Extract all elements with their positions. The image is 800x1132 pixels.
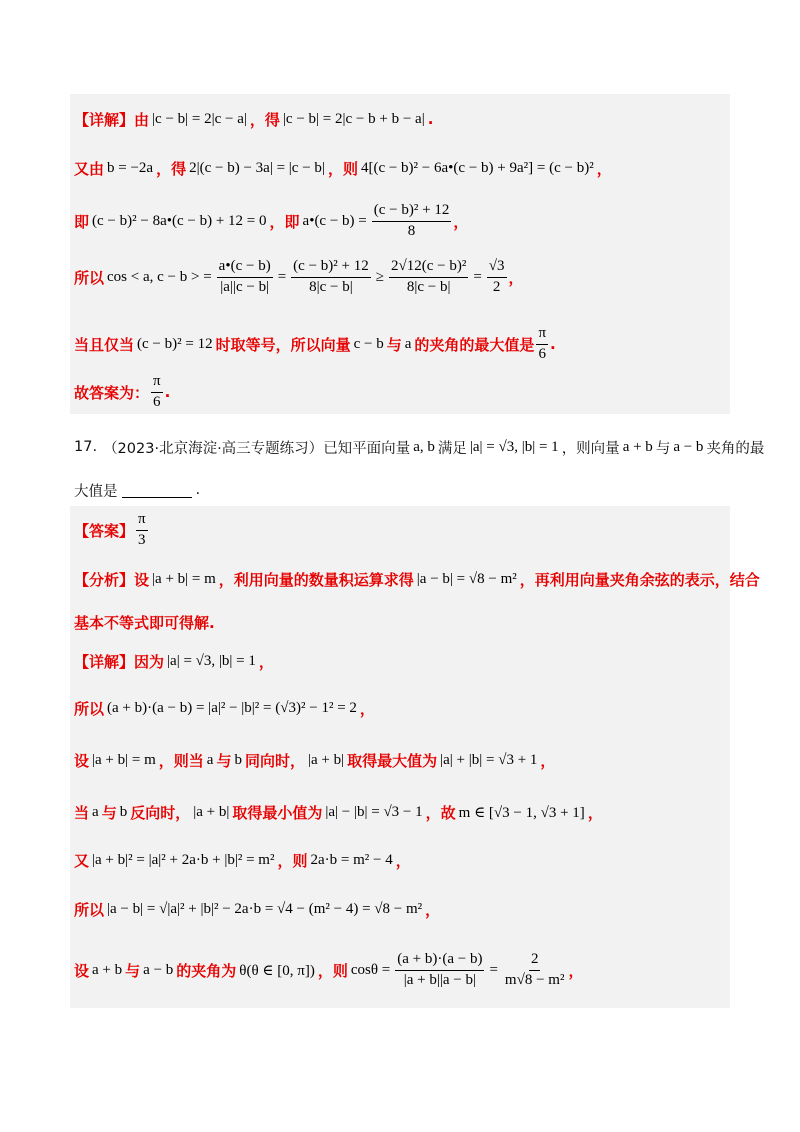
math: a + b [92, 961, 123, 978]
math: |a| + |b| = √3 + 1 [440, 751, 538, 768]
prev-detail-line-4: 所以 cos < a, c − b > = $\frac{a•(c - b)}{|a||c - b|}$ = $\frac{\text{(c − b)² + 12}}{8|c - b|}$ ≥ $\frac{\text{2√12(c − b)²}}{8|c - b|}$ = $\frac{√3}{2}$ ， [74, 258, 524, 295]
analysis-line-2: 基本不等式即可得解. [74, 613, 215, 632]
math: |a| = √3, |b| = 1 [167, 652, 256, 669]
answer-blank [122, 483, 192, 498]
math: a [92, 803, 99, 820]
prev-detail-line-2: 又由 b = −2a ，得 2|(c − b) − 3a| = |c − b| ，则 4[(c − b)² − 6a•(c − b) + 9a²] = (c − b)² ， [74, 159, 612, 178]
math: |a + b|² = |a|² + 2a·b + |b|² = m² [92, 851, 275, 868]
math: (a + b)·(a − b) = |a|² − |b|² = (√3)² − 1² = 2 [107, 699, 357, 716]
math: b [119, 803, 128, 820]
math: a, b [413, 438, 435, 455]
detail-line-7: 设 a + b 与 a − b 的夹角为 θ(θ ∈ [0, π]) ，则 cosθ = $\frac{(a + b)\cdot(a - b)}{|a + b||a - b|}$ = $\frac{2}{\text{m√8 − m²}}$ ， [74, 951, 584, 988]
math: 2a·b = m² − 4 [310, 851, 393, 868]
math: a + b [622, 438, 653, 455]
fraction: $\frac{\text{2√12(c − b)²}}{8|c - b|}$ [390, 258, 467, 295]
prev-detail-line-5: 当且仅当 (c − b)² = 12 时取等号，所以向量 c − b 与 a 的夹角的最大值是 $\frac{\pi}{6}$ . [74, 325, 556, 362]
detail-line-2: 所以 (a + b)·(a − b) = |a|² − |b|² = (√3)² − 1² = 2 ， [74, 699, 375, 718]
fraction: $\frac{\pi}{6}$ [538, 325, 547, 362]
answer-fraction: $\frac{\pi}{3}$ [138, 511, 146, 548]
math: |a − b| = √|a|² + |b|² − 2a·b = √4 − (m² − 4) = √8 − m² [107, 900, 423, 917]
prev-detail-line-3: 即 (c − b)² − 8a•(c − b) + 12 = 0 ，即 a•(c − b) = $\frac{\text{(c − b)² + 12}}{8}$ ， [74, 202, 469, 239]
fraction: $\frac{\pi}{6}$ [153, 373, 161, 410]
fraction: $\frac{(a + b)\cdot(a - b)}{|a + b||a - b|}$ [397, 951, 483, 988]
answer-label: 【答案】 [74, 521, 135, 540]
fraction: $\frac{\text{(c − b)² + 12}}{8}$ [373, 202, 450, 239]
math: m ∈ [√3 − 1, √3 + 1] [458, 804, 585, 821]
math: |a + b| [193, 803, 230, 820]
math: a − b [673, 438, 704, 455]
question-source: （2023·北京海淀·高三专题练习） [103, 440, 324, 457]
math: |c − b| = 2|c − a| [152, 110, 247, 127]
math: |a + b| = m [152, 570, 216, 587]
detail-line-5: 又 |a + b|² = |a|² + 2a·b + |b|² = m² ，则 2a·b = m² − 4 ， [74, 851, 411, 870]
detail-line-4: 当 a 与 b 反向时， |a + b| 取得最小值为 |a| − |b| = √3 − 1 ，故 m ∈ [√3 − 1, √3 + 1] ， [74, 803, 603, 822]
analysis-label: 【分析】 [74, 570, 135, 589]
fraction: $\frac{√3}{2}$ [488, 258, 505, 295]
math: c − b [353, 335, 384, 352]
prev-answer-line: 故答案为： $\frac{\pi}{6}$ . [74, 373, 171, 410]
question-number: 17. [74, 439, 98, 455]
math: |a| = √3, |b| = 1 [469, 438, 559, 455]
math: (c − b)² − 8a•(c − b) + 12 = 0 [92, 212, 267, 229]
math: |a| − |b| = √3 − 1 [325, 803, 423, 820]
detail-label: 【详解】 [74, 652, 135, 671]
fraction: $\frac{2}{\text{m√8 − m²}}$ [504, 951, 565, 988]
math: |a + b| [307, 751, 345, 768]
math: b [234, 751, 242, 768]
math: a − b [143, 961, 174, 978]
math: θ(θ ∈ [0, π]) [239, 962, 315, 979]
math: a [206, 751, 214, 768]
detail-line-1: 【详解】 因为 |a| = √3, |b| = 1 ， [74, 652, 274, 671]
math: 4[(c − b)² − 6a•(c − b) + 9a²] = (c − b)² [360, 159, 594, 176]
math: a•(c − b) = [302, 212, 367, 229]
detail-line-6: 所以 |a − b| = √|a|² + |b|² − 2a·b = √4 − (m² − 4) = √8 − m² ， [74, 900, 441, 919]
detail-label: 【详解】 [74, 110, 135, 129]
math: 2|(c − b) − 3a| = |c − b| [189, 159, 325, 176]
math: |a − b| = √8 − m² [416, 570, 517, 587]
math: a [404, 335, 412, 352]
fraction: $\frac{a•(c - b)}{|a||c - b|}$ [218, 258, 271, 295]
question-17-line-1: 17. （2023·北京海淀·高三专题练习） 已知平面向量 a, b 满足 |a| = √3, |b| = 1 ，则向量 a + b 与 a − b 夹角的最 [74, 438, 765, 457]
math: b = −2a [107, 159, 154, 176]
prev-detail-line-1: 【详解】 由 |c − b| = 2|c − a| ，得 |c − b| = 2|c − b + b − a| . [74, 110, 434, 129]
detail-line-3: 设 |a + b| = m ，则当 a 与 b 同向时， |a + b| 取得最大值为 |a| + |b| = √3 + 1 ， [74, 751, 556, 770]
math: cosθ = [350, 961, 391, 978]
math: cos < a, c − b > = [107, 268, 212, 285]
fraction: $\frac{\text{(c − b)² + 12}}{8|c - b|}$ [293, 258, 369, 295]
math: |a + b| = m [92, 751, 156, 768]
analysis-line-1: 【分析】 设 |a + b| = m ，利用向量的数量积运算求得 |a − b| = √8 − m² ，再利用向量夹角余弦的表示，结合 [74, 570, 760, 589]
math: |c − b| = 2|c − b + b − a| [282, 110, 425, 127]
answer-line [74, 510, 150, 550]
question-17-line-2: 大值是 . [74, 482, 201, 500]
math: (c − b)² = 12 [137, 335, 213, 352]
